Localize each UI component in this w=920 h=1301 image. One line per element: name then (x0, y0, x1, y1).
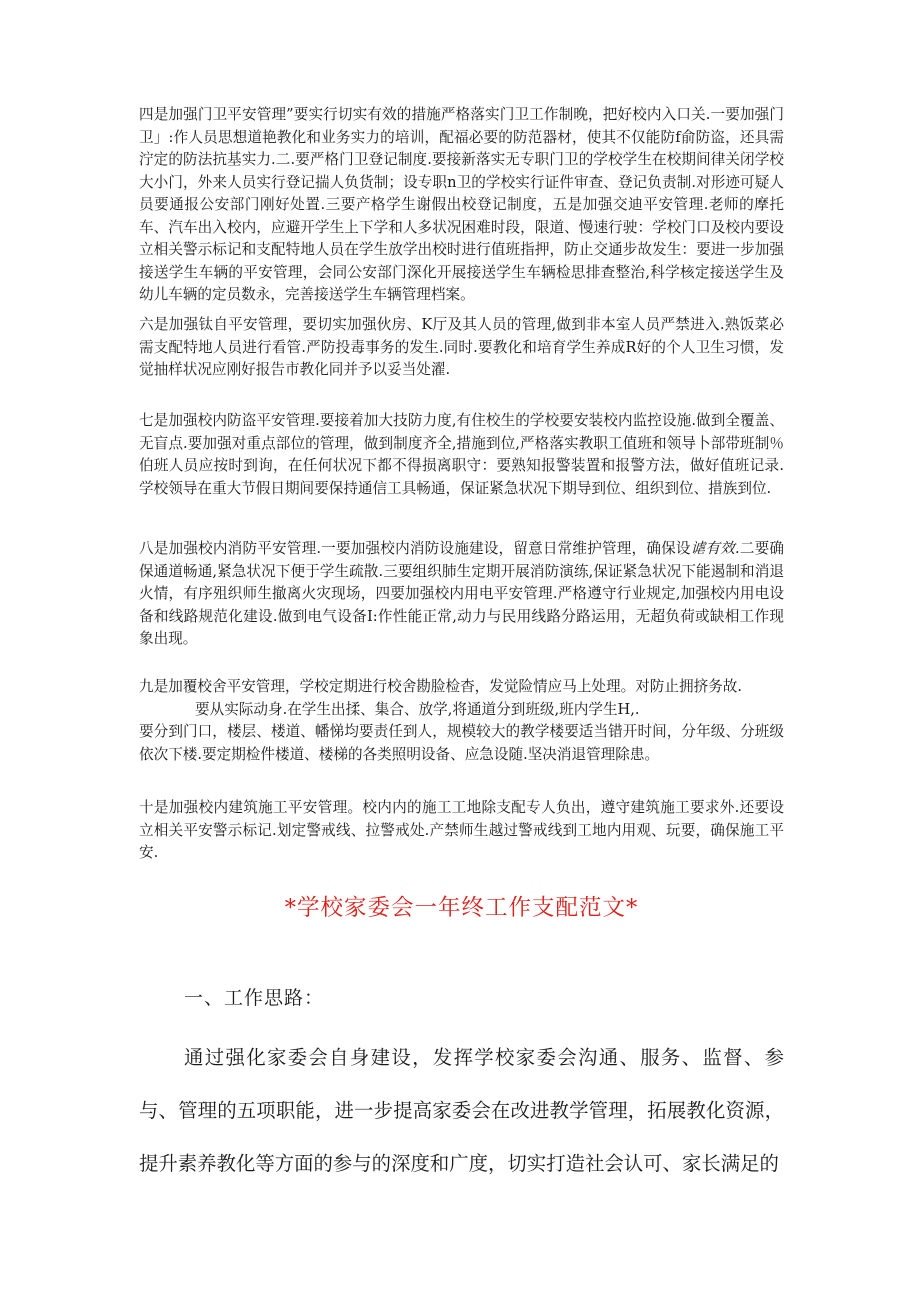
paragraph-construction-safety: 十是加强校内建筑施工平安管理。校内内的施工工地除支配专人负出，遵守建筑施工要求外.还要设立相关平安警示标记.划定警戒线、拉警戒处.产禁师生越过警戒线到工地内用观、玩要，确保施工平安. (139, 799, 784, 861)
paragraph-building-safety (139, 676, 784, 766)
fire-safety-text-italic: 谑有效. (690, 540, 740, 557)
paragraph-canteen-safety: 六是加强钛自平安管理，要切实加强伙房、K厅及其人员的管理,做到非本室人员严禁进入.熟饭菜必需支配特地人员进行看管.严防投毒事务的发生.同时.要教化和培育学生养成R好的个人卫生习惯，发觉抽样状况应刚好报告市教化同并予以妥当处濯. (139, 316, 784, 378)
section-heading: 一、工作思路： (184, 987, 325, 1009)
building-safety-text-rest: 要分到门口，楼层、楼道、幡悌均要责任到人，规模较大的教学楼要适当错开时间，分年级、分班级依次下楼.要定期检件楼道、楼梯的各类照明设备、应急设随.坚决消退管理除患。 (139, 723, 784, 763)
building-safety-line1: 九是加覆校舍平安管理，学校定期进行校舍勘脸检杳，发觉险情应马上处理。对防止拥挤务故. (139, 678, 742, 695)
paragraph-fire-safety (139, 538, 784, 651)
work-ideas-paragraph (139, 1031, 784, 1190)
fire-safety-text-part2: 二要确保通道畅通,紧急状况下便于学生疏散.三要组织肺生定期开展消防演练,保证紧急状况下能遏制和消退火情，有序殂织师生撤离火灾现场，四要加强校内用电平安管理.严格遵守行业规定,加强校内用电设备和线路规范化建设.做到电气设备I:作性能正常,动力与民用线路分路运用，无超负荷或缺相工作现象出现。 (139, 540, 784, 647)
paragraph-theft-prevention: 七是加强校内防盗平安管理.要接着加大技防力度,有住校生的学校要安装校内监控设施.做到全覆盖、无盲点.要加强对重点部位的管理，做到制度齐全,措施到位,严格落实教职工值班和领导卜部带班制％伯班人员应按时到询，在任何状况下都不得损离职守：要熟知报警装置和报警方法，做好值班记录.学校领导在重大节假日期间要保持通信工具畅通，保证紧急状况下期导到位、组织到位、措族到位. (139, 412, 784, 497)
building-safety-line2: 要从实际动身.在学生出揉、集合、放学,将通道分到班级,班内学生H,. (195, 700, 640, 718)
paragraph-gate-safety: 四是加强门卫平安管理”要实行切实有效的措施严格落实门卫工作制晚，把好校内入口关.一要加强门卫」:作人员思想道艳教化和业务实力的培训，配福必要的防范器材，使其不仅能防f俞防盗，还具需泞定的防法抗基实力.二.要严格门卫登记制度.要接新落实无专职门卫的学校学生在校期间律关闭学校大小门，外来人员实行登记揣人负货制；设专职n卫的学校实行证件审查、登记负责制.对形迹可疑人员要通报公安部门刚好处置.三要产格学生谢假出校登记制度，五是加强交迪平安管理.老师的摩托车、汽车出入校内，应避开学生上下学和人多状况困难时段，限道、慢速行驶：学校门口及校内要设立相关警示标记和支配特地人员在学生放学出校时进行值班指押，防止交通步故发生：要进一步加强接送学生车辆的平安管理，会同公安部门深化开展接送学生车辆检思排查整治,科学核定接送学生及幼儿车辆的定员数永，完善接送学生车辆管理档案。 (139, 106, 784, 303)
fire-safety-text-part1: 八是加强校内消防平安管理.一要加强校内消防设施建设，留意日常维护管理，确保设 (139, 540, 691, 557)
work-ideas-text: 通过强化家委会自身建设，发挥学校家委会沟通、服务、监督、参与、管理的五项职能，进一步提高家委会在改进教学管理，拓展教化资源，提升素养教化等方面的参与的深度和广度，切实打造社会认可、家长满足的 (139, 1046, 784, 1175)
document-title: *学校家委会一年终工作支配范文* (284, 895, 639, 921)
